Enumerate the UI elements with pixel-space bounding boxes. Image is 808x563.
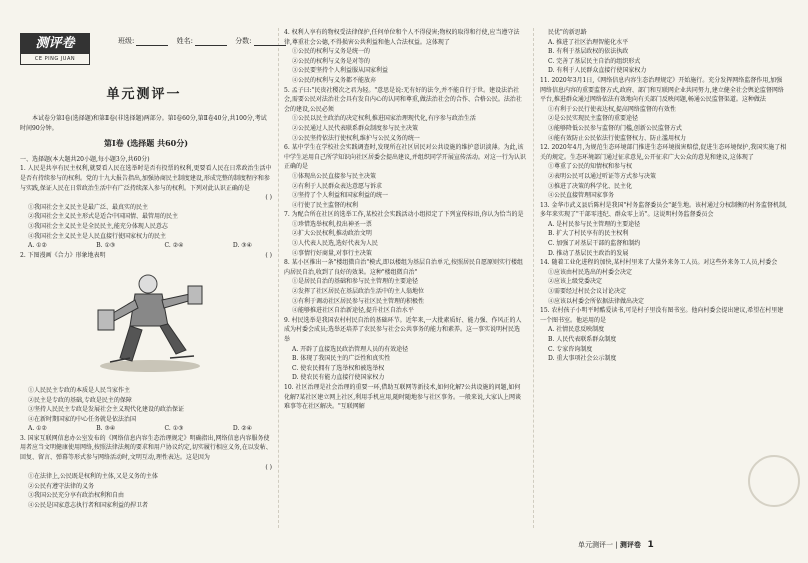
choice: B. ③④ (96, 425, 116, 433)
page-footer (578, 540, 654, 550)
question-2-stem: 2. 下图漫画《合力》形象地表明 (20, 251, 106, 259)
option-item: A. 社情民意反映制度 (548, 326, 605, 334)
option-item: ③公民要坚持个人利益服从国家利益 (292, 67, 389, 75)
question-stem: 4. 权利人享有的物权受法律保护,任何单位和个人不得侵害;物权的取得和行使,应当遵守法律,尊重社会公德,不得损害公共利益和他人合法权益。这体现了 (284, 29, 520, 46)
option-item: ①人民民主专政的本质是人民当家作主 (28, 386, 131, 394)
option-item: ②公民通过人民代表联系群众制度参与民主决策 (292, 124, 419, 132)
question-stem: 7. 为配合所在社区的选举工作,某校社会实践活动小组拟定了下列宣传标语,你认为恰当的是 (284, 211, 524, 219)
option-item: ①体现出公民直接参与民主决策 (292, 172, 377, 180)
choice: D. ③④ (232, 242, 252, 250)
cartoon-illustration (90, 266, 210, 376)
option-item: ③我国社会主义民主是全民民主,能充分体现人民意志 (28, 222, 168, 230)
option-item: ①应该由村民选出的村委会决定 (548, 268, 633, 276)
section-title: 第Ⅰ卷 (选择题 共60分) (103, 138, 188, 149)
column-divider (533, 28, 534, 528)
option-item: D. 使农民有能力直接行使国家权力 (292, 374, 385, 382)
footer-label: 单元测评一 (578, 541, 613, 549)
option-item: ②扩大公民权利,推动政治文明 (292, 230, 372, 238)
question-3: 3. 国家互联网信息办公室发布的《网络信息内容生态治理规定》明确指出,网络信息内容服务使用者应当文明健康使用网络,按照法律法规的要求和用户协议约定,切实履行相应义务,在以发帖、回复、留言、弹幕等形式参与网络活动时,文明互动,理性表达。这是因为 (20, 434, 272, 462)
option-item: C. 专家咨询制度 (548, 345, 593, 353)
option-item: ④能有效防止公民依法行使监督权力、防止滥用权力 (548, 134, 687, 142)
option-item: D. 重大事项社会公示制度 (548, 355, 617, 363)
option-item: A. 是村民参与民主管理的主要途径 (548, 220, 641, 228)
option-item: ④在新时期国家的中心任务就是依法治国 (28, 415, 137, 423)
question-stem: 11. 2020年3月1日,《网络信息内容生态治理规定》开始施行。充分发挥网络监督作用,加强网络信息内容的重要监督方式,政府、部门和互联网企业共同努力,建立健全社会舆论监督网络平台,推进群众通过网络依法有效地向有关部门反映问题,畅通公民监督渠道。这种做法 (540, 76, 784, 104)
option-item: ②表明公民可以通过听证等方式参与决策 (548, 172, 657, 180)
question-stem: 15. 农村孩子小明平时酷爱读书,可是村子里没有图书室。他向村委会提出建议,希望在村里建一个图书室。他运用的是 (540, 307, 784, 324)
option-item: 民优"的新思路 (548, 29, 587, 36)
question-stem: 13. 金华市武义县后陈村是我国"村务监督委员会"诞生地。该村通过分权制衡的村务监督机制,多年来实现了"干部零违纪、群众零上访"。这说明村务监督委员会 (540, 201, 787, 219)
option-item: B. 有利于基层政权的依法执政 (548, 48, 629, 56)
option-item: ④我国社会主义民主是人民直接行使国家权力的民主 (28, 232, 167, 240)
option-item: C. 完善了基层民主自治的组织形式 (548, 57, 641, 65)
option-item: ②公民的权利与义务是对等的 (292, 57, 371, 65)
page-number: 1 (647, 540, 654, 550)
option-item: ②有利于人民群众表达意愿与诉求 (292, 182, 383, 190)
option-item: ④公民是国家意志执行者和国家利益的捍卫者 (28, 502, 149, 510)
option-item: ③我国公民充分享有政治权利和自由 (28, 492, 125, 500)
option-item: ①尊重了公民的知情权和参与权 (548, 163, 633, 171)
option-item: ②发挥了社区居民在基层政治生活中的主人翁地位 (292, 288, 425, 296)
watermark-stamp (748, 455, 800, 507)
option-item: C. 加强了对基层干部的监督和制约 (548, 240, 641, 248)
column-1 (20, 114, 272, 511)
option-item: ①是居民自治的基础和参与民主管理的主要途径 (292, 278, 419, 286)
option-item: ②应该上级党委决定 (548, 278, 603, 286)
option-item: D. 有利于人民群众直接行使国家权力 (548, 67, 647, 75)
choice: C. ①③ (164, 425, 184, 433)
choice-row (20, 241, 272, 251)
class-label: 班级: (118, 37, 135, 45)
question-stem: 8. 某小区推出一条"楼组微自治"模式,即以楼组为基层自治单元,按照居民自愿原则实行楼组内居民自治,收到了良好的效果。这种"楼组微自治" (284, 259, 523, 276)
score-label: 分数: (235, 37, 252, 45)
option-item: D. 推动了基层民主政治的发展 (548, 249, 629, 257)
option-item: ④应该以村委会所依据法律做出决定 (548, 297, 645, 305)
option-item: ②我国社会主义民主形式是适合中国国情、最管用的民主 (28, 213, 179, 221)
intro-text: 本试卷分第Ⅰ卷(选择题)和第Ⅱ卷(非选择题)两部分。第Ⅰ卷60分,第Ⅱ卷40分,共100分,考试时间90分钟。 (20, 115, 267, 132)
option-item: ④公民直接管理国家事务 (548, 192, 615, 200)
option-item: ①公民以民主政治的决定权利,推进国家治理现代化,有序参与政治生活 (292, 115, 476, 123)
option-item: ①我国社会主义民主是最广泛、最真实的民主 (28, 203, 149, 211)
column-3 (540, 28, 788, 364)
answer-bracket: ( ) (265, 463, 272, 471)
answer-bracket: ( ) (265, 194, 272, 202)
choice: C. ②④ (164, 242, 184, 250)
option-item: ③推进了决策的科学化、民主化 (548, 182, 633, 190)
option-item: ②公民有遵守法律的义务 (28, 482, 95, 490)
option-item: ②是公民实现民主监督的重要途径 (548, 115, 639, 123)
option-item: ④事情行好商量,对事行主决策 (292, 249, 372, 257)
option-item: ③坚持人民民主专政是发展社会主义现代化建设的政治保证 (28, 406, 185, 414)
choice: B. ①③ (96, 242, 116, 250)
logo-subtitle: CE PING JUAN (34, 56, 76, 62)
question-2 (20, 251, 272, 261)
page-title: 单元测评一 (106, 87, 182, 102)
option-item: ①有利于公民行使表达权,提高网络监督的有效性 (548, 105, 676, 113)
question-stem: 12. 2020年4月,为规范生态环境部门推进生态环境损害赔偿,促进生态环境保护,我国实施了相关的规定。生态环境部门通过征求意见,公开征求广大公众的意见和建议,这体现了 (540, 144, 787, 161)
option-item: ③能够降低公民参与监督的门槛,创新公民监督方式 (548, 124, 682, 132)
option-item: ③公民坚持依法行使权利,维护与公民义务的统一 (292, 134, 420, 142)
option-item: ①珍惜选举权利,投出神圣一票 (292, 220, 372, 228)
logo-text: 测评卷 (21, 34, 89, 54)
option-item: ③坚持了个人利益和国家利益的统一 (292, 192, 389, 200)
name-blank[interactable] (195, 37, 227, 46)
answer-bracket: ( ) (265, 251, 272, 259)
column-divider (278, 28, 279, 528)
option-item: ②民主是专政的基础,专政是民主的保障 (28, 396, 132, 404)
option-item: ③人代表人民选,选好代表为人民 (292, 240, 378, 248)
option-item: B. 人民代表联系群众制度 (548, 336, 617, 343)
option-item: ④行使了民主监督的权利 (292, 201, 359, 209)
class-blank[interactable] (136, 37, 168, 46)
option-item: ④能够推进社区自治新途径,提升社区自治水平 (292, 307, 414, 315)
section-note: 一、选择题(本大题共20小题,每小题3分,共60分) (20, 155, 150, 163)
option-item: ③有利于调动社区居民参与社区民主管理的积极性 (292, 297, 425, 305)
choice: A. ①② (28, 425, 47, 433)
option-item: ①在法律上,公民既是权利的主体,又是义务的主体 (28, 473, 158, 481)
option-item: B. 扩大了村民享有的民主权利 (548, 230, 629, 238)
footer-label-2: 测评卷 (619, 541, 641, 549)
option-item: ③需要经过村民会议讨论决定 (548, 288, 627, 296)
question-stem: 6. 某中学生在学校社会实践调查时,发现所在社区居民对公共设施的维护意识淡薄。为此,该中学生运用自己所学知识向社区居委会提出建议,并组织同学开展宣传活动。对这一行为认识正确的是 (284, 144, 526, 171)
logo (20, 33, 90, 65)
student-info (118, 36, 292, 46)
option-item: ④公民的权利与义务都不能放弃 (292, 76, 377, 84)
question-1: 1. 人民是共享有民主权利,就要看人民在选举时是否有投票的权利,更要看人民在日常政治生活中是否有持续参与的权利。党的十九大报告指出,加强协商民主制度建设,形成完整的制度程序和参与实践,保证人民在日常政治生活中有广泛持续深入参与的权利。下列对此认识正确的是 (20, 165, 272, 192)
question-stem: 14. 随着工业化进程的加快,某村村里来了大量外来务工人员。对这些外来务工人员,村委会 (540, 259, 778, 267)
choice: A. ①② (28, 242, 47, 250)
option-item: C. 使农民拥有了选举权和被选举权 (292, 364, 385, 372)
question-stem: 5. 孟子曰:"民贵社稷次之君为轻。"意思是说:无有好的法令,并不能自行于世。建设法治社会,需要公民对法治社会具有发自内心的认同和尊重,做法治社会的合作、合格公民。法治社会的建设,公民必须 (284, 86, 522, 113)
choice: D. ②④ (232, 425, 252, 433)
question-stem: 10. 社区治理是社会治理的重要一环,借助互联网等新技术,如何化解?公共设施的问题,如何化解?某社区建立网上社区,利用手机应用,随时随地参与社区事务。一般来说,大家认上网谈难事等在社区解决。"互联网解 (284, 383, 521, 411)
score-blank[interactable] (254, 37, 286, 46)
option-item: A. 开辟了直接选民政治管理人员的有效途径 (292, 345, 409, 353)
question-stem: 9. 村民选举是我国农村村民自治的基础环节。近年来,一大批素质好、能力强、作风正的人成为村委会成员;选举还培养了农民参与社会公共事务的能力和素养。这一事实说明村民选举 (284, 316, 522, 343)
choice-row (20, 424, 272, 434)
name-label: 姓名: (176, 37, 193, 45)
column-2 (284, 28, 526, 412)
option-item: B. 体现了我国民主的广泛性和真实性 (292, 355, 391, 363)
option-item: ①公民的权利与义务是统一的 (292, 48, 371, 56)
footer-separator: | (615, 541, 618, 549)
option-item: A. 推进了社区治理智能化水平 (548, 38, 629, 46)
